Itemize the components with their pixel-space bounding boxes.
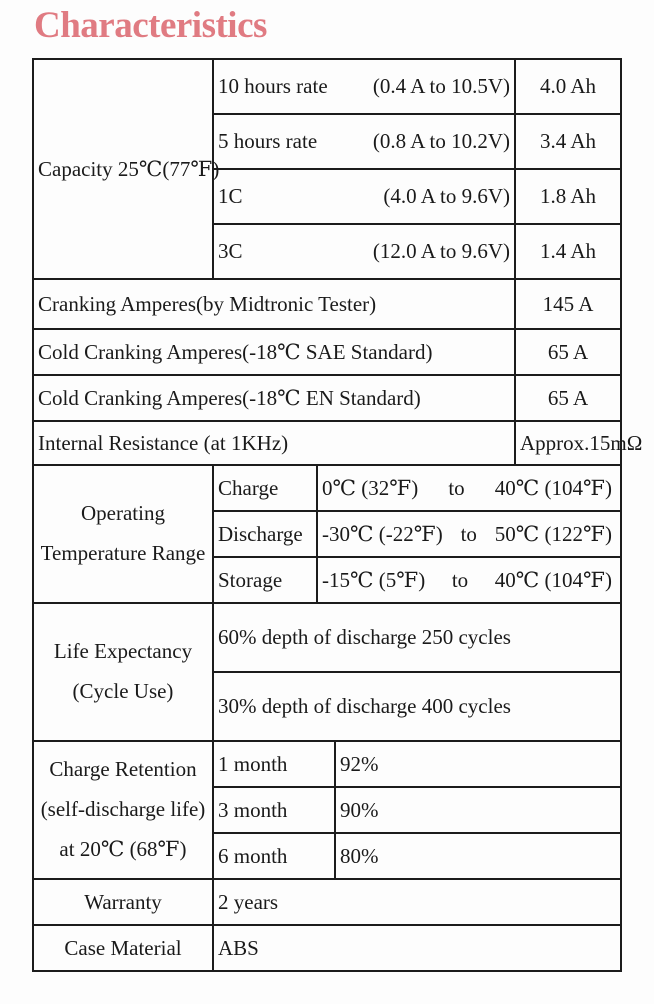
life-label-line1: Life Expectancy (53, 639, 193, 664)
cca-sae-value: 65 A (515, 329, 621, 375)
temperature-row (33, 465, 621, 511)
retention-period: 1 month (213, 741, 335, 787)
retention-label-line2: (self-discharge life) (40, 797, 206, 822)
capacity-value: 3.4 Ah (515, 114, 621, 169)
life-value: 30% depth of discharge 400 cycles (213, 672, 621, 741)
retention-label-line3: at 20℃ (68℉) (59, 836, 187, 861)
rate-condition: (0.8 A to 10.2V) (372, 129, 510, 154)
capacity-label: Capacity 25℃(77℉) (33, 59, 213, 279)
life-value: 60% depth of discharge 250 cycles (213, 603, 621, 672)
temperature-range (317, 557, 621, 603)
capacity-rate-cell (213, 114, 515, 169)
page-title: Characteristics (34, 5, 267, 46)
resistance-value: Approx.15mΩ (515, 421, 621, 465)
retention-value: 90% (335, 787, 621, 833)
resistance-row (33, 421, 621, 465)
temperature-to: 40℃ (104℉) (494, 475, 612, 500)
cca-en-label: Cold Cranking Amperes(-18℃ EN Standard) (33, 375, 515, 421)
warranty-label: Warranty (33, 879, 213, 925)
temperature-to-word: to (448, 475, 465, 500)
life-label (33, 603, 213, 741)
retention-period: 3 month (213, 787, 335, 833)
retention-label-line1: Charge Retention (49, 757, 197, 782)
temperature-label-line2: Temperature Range (40, 541, 206, 565)
rate-condition: (0.4 A to 10.5V) (372, 74, 510, 99)
life-label-line2: (Cycle Use) (72, 679, 174, 703)
case-material-row (33, 925, 621, 971)
cca-en-row (33, 375, 621, 421)
cranking-row (33, 279, 621, 329)
temperature-label (33, 465, 213, 603)
retention-label (33, 741, 213, 879)
rate-name: 1C (218, 184, 243, 209)
retention-period: 6 month (213, 833, 335, 879)
capacity-rate-cell (213, 224, 515, 279)
retention-value: 92% (335, 741, 621, 787)
temperature-mode: Storage (213, 557, 317, 603)
temperature-to-word: to (451, 567, 469, 592)
characteristics-table (32, 58, 643, 972)
capacity-rate-cell (213, 59, 515, 114)
cranking-label: Cranking Amperes(by Midtronic Tester) (33, 279, 515, 329)
cca-sae-row (33, 329, 621, 375)
resistance-label: Internal Resistance (at 1KHz) (33, 421, 515, 465)
capacity-value: 1.4 Ah (515, 224, 621, 279)
rate-condition: (12.0 A to 9.6V) (372, 239, 510, 264)
temperature-mode: Charge (213, 465, 317, 511)
case-material-label: Case Material (33, 925, 213, 971)
temperature-range (317, 511, 621, 557)
cranking-value: 145 A (515, 279, 621, 329)
case-material-value: ABS (213, 925, 621, 971)
temperature-range (317, 465, 621, 511)
life-row (33, 603, 621, 672)
warranty-value: 2 years (213, 879, 621, 925)
temperature-from: 0℃ (32℉) (322, 475, 419, 500)
rate-name: 5 hours rate (218, 129, 318, 154)
temperature-from: -15℃ (5℉) (322, 567, 426, 592)
temperature-mode: Discharge (213, 511, 317, 557)
capacity-row (33, 59, 621, 114)
capacity-rate-cell (213, 169, 515, 224)
temperature-to-word: to (460, 521, 477, 546)
rate-name: 3C (218, 239, 243, 264)
capacity-value: 1.8 Ah (515, 169, 621, 224)
rate-name: 10 hours rate (218, 74, 328, 99)
temperature-label-line1: Operating (81, 501, 165, 526)
temperature-from: -30℃ (-22℉) (322, 521, 443, 546)
cca-sae-label: Cold Cranking Amperes(-18℃ SAE Standard) (33, 329, 515, 375)
warranty-row (33, 879, 621, 925)
rate-condition: (4.0 A to 9.6V) (383, 184, 510, 209)
cca-en-value: 65 A (515, 375, 621, 421)
retention-value: 80% (335, 833, 621, 879)
temperature-to: 50℃ (122℉) (494, 521, 612, 546)
capacity-value: 4.0 Ah (515, 59, 621, 114)
retention-row (33, 741, 621, 787)
temperature-to: 40℃ (104℉) (494, 567, 612, 592)
